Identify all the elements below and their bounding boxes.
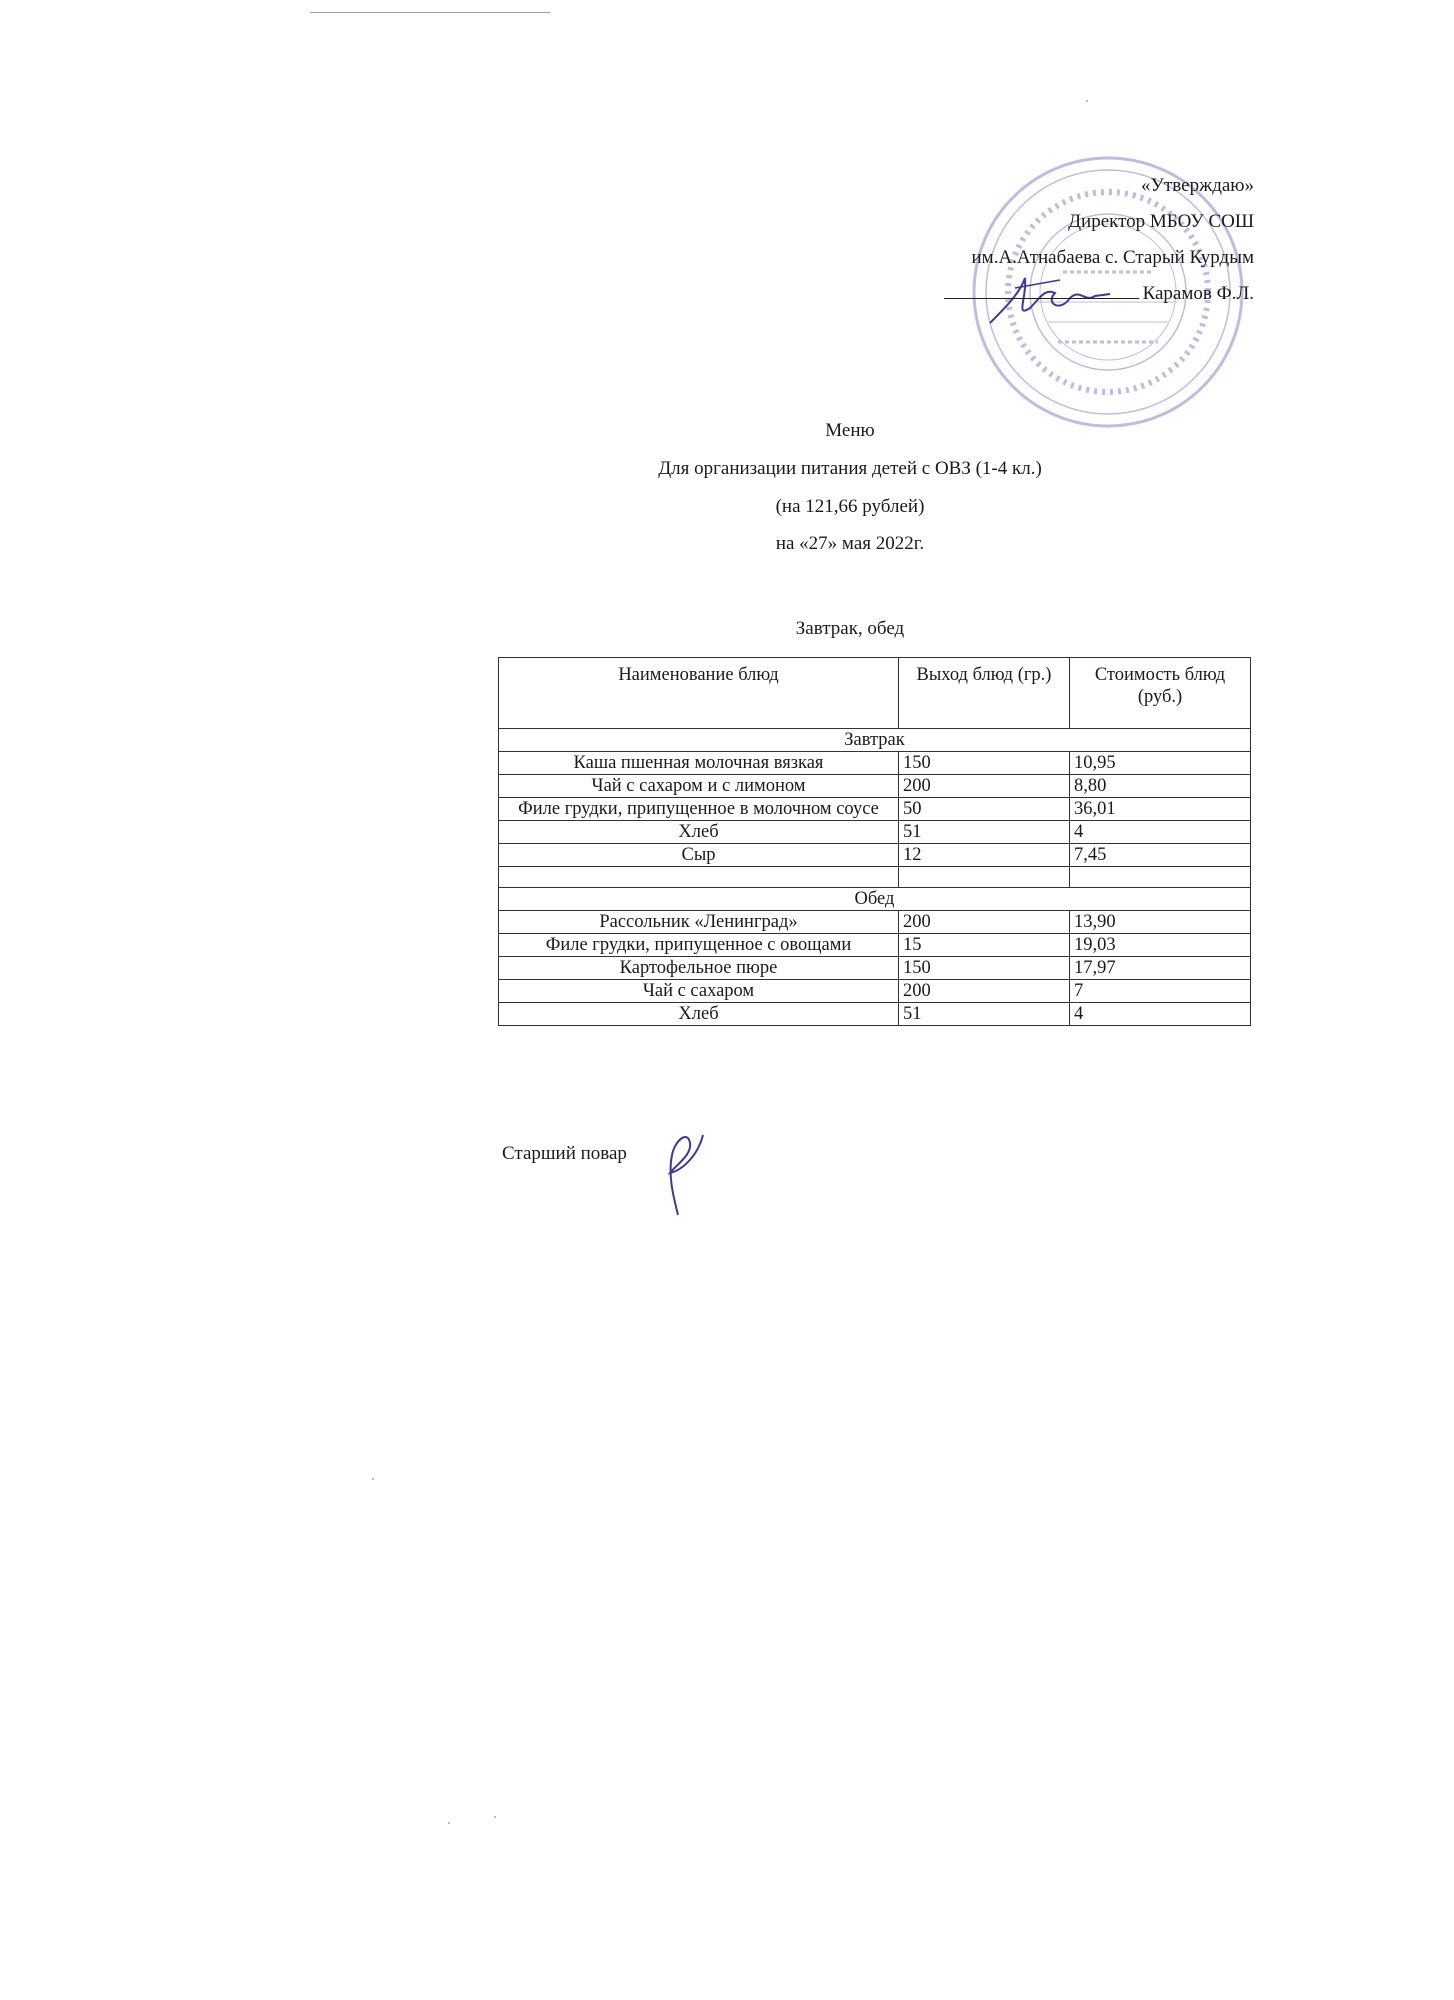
table-row [499,911,1251,934]
chef-signature [648,1125,708,1220]
table-row [499,934,1251,957]
dish-name: Хлеб [499,1003,899,1026]
document-date: на «27» мая 2022г. [775,533,925,554]
dish-cost: 7,45 [1070,844,1251,867]
dish-cost: 13,90 [1070,911,1251,934]
dish-weight: 200 [899,911,1070,934]
scan-speck [448,1822,450,1824]
dish-weight: 51 [899,1003,1070,1026]
column-header-cost: Стоимость блюд (руб.) [1070,658,1251,729]
table-row [499,980,1251,1003]
dish-weight: 51 [899,821,1070,844]
table-row [499,752,1251,775]
empty-cell [499,867,899,888]
dish-cost: 19,03 [1070,934,1251,957]
dish-name: Картофельное пюре [499,957,899,980]
approval-position: Директор МБОУ СОШ [1068,211,1254,232]
dish-weight: 150 [899,957,1070,980]
approval-signature-line [944,276,1254,312]
section-title: Обед [499,888,1251,911]
table-row [499,775,1251,798]
dish-weight: 15 [899,934,1070,957]
dish-name: Сыр [499,844,899,867]
section-title: Завтрак [499,729,1251,752]
table-row [499,957,1251,980]
dish-name: Филе грудки, припущенное в молочном соусе [499,798,899,821]
scan-speck [1086,100,1088,102]
dish-weight: 200 [899,980,1070,1003]
dish-cost: 8,80 [1070,775,1251,798]
dish-cost: 7 [1070,980,1251,1003]
dish-weight: 150 [899,752,1070,775]
table-row [499,1003,1251,1026]
approval-approve: «Утверждаю» [1141,175,1254,196]
scan-speck [372,1478,374,1480]
dish-cost: 4 [1070,821,1251,844]
column-header-name: Наименование блюд [499,658,899,729]
approval-block [944,168,1254,312]
empty-row [499,867,1251,888]
scan-speck [494,1816,496,1818]
dish-name: Хлеб [499,821,899,844]
dish-cost: 36,01 [1070,798,1251,821]
chef-label: Старший повар [502,1143,627,1164]
meals-heading: Завтрак, обед [795,618,905,639]
table-header-row [499,658,1251,729]
column-header-weight: Выход блюд (гр.) [899,658,1070,729]
document-price: (на 121,66 рублей) [775,496,925,517]
dish-weight: 200 [899,775,1070,798]
scan-edge-line [310,12,550,13]
approval-school: им.А.Атнабаева с. Старый Курдым [971,247,1254,268]
dish-cost: 17,97 [1070,957,1251,980]
dish-cost: 10,95 [1070,752,1251,775]
table-row [499,821,1251,844]
dish-name: Филе грудки, припущенное с овощами [499,934,899,957]
section-row-breakfast [499,729,1251,752]
document-title: Меню [825,420,875,441]
table-row [499,798,1251,821]
signature-underline [944,280,1139,299]
section-row-lunch [499,888,1251,911]
dish-name: Каша пшенная молочная вязкая [499,752,899,775]
dish-weight: 12 [899,844,1070,867]
menu-table [498,657,1251,1026]
dish-name: Чай с сахаром и с лимоном [499,775,899,798]
dish-cost: 4 [1070,1003,1251,1026]
dish-name: Рассольник «Ленинград» [499,911,899,934]
dish-weight: 50 [899,798,1070,821]
approval-name: Карамов Ф.Л. [1142,283,1254,304]
empty-cell [899,867,1070,888]
empty-cell [1070,867,1251,888]
document-subtitle: Для организации питания детей с ОВЗ (1-4 кл.) [658,458,1042,479]
table-row [499,844,1251,867]
dish-name: Чай с сахаром [499,980,899,1003]
